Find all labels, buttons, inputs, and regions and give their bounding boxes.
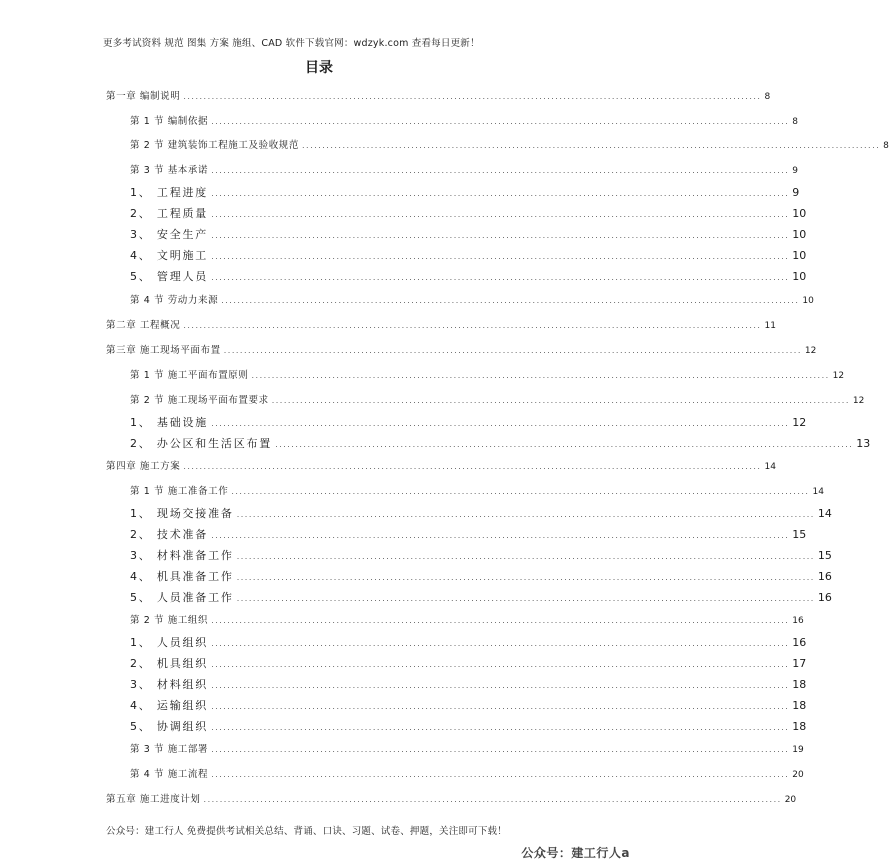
toc-page-number: 8 [792,117,798,127]
toc-page-number: 14 [817,507,832,520]
toc-page-number: 20 [792,770,804,780]
toc-entry-item[interactable] [130,416,807,430]
toc-leader: ............................................................................................................................................... [183,462,762,471]
toc-page-number: 10 [792,249,807,262]
toc-label: 1、 人员组织 [130,636,209,649]
toc-page-number: 12 [792,416,807,429]
toc-label: 4、 运输组织 [130,699,209,712]
toc-page-number: 8 [883,141,889,151]
toc-label: 2、 办公区和生活区布置 [130,437,273,450]
toc-entry-item[interactable] [130,507,832,521]
toc-leader: ............................................................................................................................................... [302,141,881,150]
toc-leader: ............................................................................................................................................... [211,189,790,198]
page-title: 目录 [305,60,333,76]
toc-leader: ............................................................................................................................................... [211,745,790,754]
toc-label: 2、 技术准备 [130,528,209,541]
page-header: 更多考试资料 规范 图集 方案 施组、CAD 软件下载官网：wdzyk.com 查看每日更新！ [103,38,480,49]
toc-leader: ............................................................................................................................................... [183,92,762,101]
toc-label: 第 4 节 劳动力来源 [130,295,219,306]
toc-entry-section[interactable] [130,743,804,757]
toc-entry-section[interactable] [130,139,889,153]
toc-entry-section[interactable] [130,369,845,383]
toc-label: 第 3 节 基本承诺 [130,165,209,176]
toc-label: 5、 人员准备工作 [130,591,234,604]
toc-label: 第 3 节 施工部署 [130,744,209,755]
toc-entry-item[interactable] [130,228,807,242]
toc-entry-item[interactable] [130,207,807,221]
toc-label: 第 2 节 施工组织 [130,615,209,626]
toc-label: 第 1 节 施工平面布置原则 [130,370,249,381]
toc-leader: ............................................................................................................................................... [211,639,790,648]
toc-leader: ............................................................................................................................................... [183,321,762,330]
toc-page-number: 20 [784,795,797,805]
toc-label: 1、 基础设施 [130,416,209,429]
toc-leader: ............................................................................................................................................... [211,681,790,690]
toc-entry-item[interactable] [130,720,807,734]
toc-page-number: 14 [812,487,824,497]
toc-leader: ............................................................................................................................................... [211,117,790,126]
toc-leader: ............................................................................................................................................... [271,396,850,405]
toc-label: 第四章 施工方案 [106,461,181,472]
toc-page-number: 12 [804,346,817,356]
toc-label: 第一章 编制说明 [106,91,181,102]
toc-leader: ............................................................................................................................................... [251,371,830,380]
toc-entry-section[interactable] [130,294,814,308]
toc-leader: ............................................................................................................................................... [236,573,815,582]
toc-entry-chapter[interactable] [106,793,797,807]
toc-entry-item[interactable] [130,549,832,563]
toc-page-number: 16 [817,570,832,583]
toc-leader: ............................................................................................................................................... [211,252,790,261]
toc-page-number: 10 [792,207,807,220]
toc-leader: ............................................................................................................................................... [211,210,790,219]
toc-label: 5、 协调组织 [130,720,209,733]
toc-entry-section[interactable] [130,485,824,499]
toc-page-number: 16 [817,591,832,604]
toc-leader: ............................................................................................................................................... [221,296,800,305]
toc-entry-chapter[interactable] [106,319,776,333]
toc-page-number: 10 [802,296,814,306]
toc-leader: ............................................................................................................................................... [211,616,790,625]
toc-page-number: 16 [792,616,804,626]
toc-leader: ............................................................................................................................................... [211,660,790,669]
toc-entry-item[interactable] [130,591,832,605]
toc-label: 1、 现场交接准备 [130,507,234,520]
toc-page-number: 18 [792,699,807,712]
toc-leader: ............................................................................................................................................... [211,770,790,779]
page-footer: 公众号：建工行人 免费提供考试相关总结、背诵、口诀、习题、试卷、押题，关注即可下载！ [106,826,507,837]
toc-label: 3、 材料准备工作 [130,549,234,562]
toc-leader: ............................................................................................................................................... [203,795,782,804]
toc-entry-section[interactable] [130,768,804,782]
toc-entry-section[interactable] [130,394,865,408]
toc-entry-chapter[interactable] [106,344,817,358]
toc-entry-item[interactable] [130,657,807,671]
toc-leader: ............................................................................................................................................... [211,723,790,732]
toc-label: 3、 安全生产 [130,228,209,241]
toc-page-number: 16 [792,636,807,649]
toc-entry-item[interactable] [130,699,807,713]
toc-leader: ............................................................................................................................................... [236,510,815,519]
toc-page-number: 15 [792,528,807,541]
toc-entry-item[interactable] [130,270,807,284]
toc-entry-chapter[interactable] [106,460,776,474]
toc-page-number: 18 [792,720,807,733]
toc-label: 1、 工程进度 [130,186,209,199]
toc-page-number: 15 [817,549,832,562]
toc-label: 3、 材料组织 [130,678,209,691]
toc-label: 4、 文明施工 [130,249,209,262]
toc-label: 第五章 施工进度计划 [106,794,201,805]
toc-page-number: 17 [792,657,807,670]
toc-label: 第二章 工程概况 [106,320,181,331]
toc-entry-item[interactable] [130,528,807,542]
toc-entry-item[interactable] [130,570,832,584]
toc-leader: ............................................................................................................................................... [211,231,790,240]
toc-page-number: 11 [764,321,776,331]
toc-label: 4、 机具准备工作 [130,570,234,583]
toc-entry-item[interactable] [130,636,807,650]
toc-entry-item[interactable] [130,249,807,263]
toc-page-number: 8 [764,92,771,102]
toc-leader: ............................................................................................................................................... [211,419,790,428]
toc-label: 2、 机具组织 [130,657,209,670]
toc-leader: ............................................................................................................................................... [231,487,810,496]
toc-page-number: 9 [792,166,798,176]
toc-page-number: 10 [792,228,807,241]
toc-page-number: 9 [792,186,800,199]
toc-label: 第 4 节 施工流程 [130,769,209,780]
toc-leader: ............................................................................................................................................... [211,273,790,282]
toc-leader: ............................................................................................................................................... [236,594,815,603]
toc-leader: ............................................................................................................................................... [236,552,815,561]
toc-page-number: 12 [852,396,865,406]
toc-entry-section[interactable] [130,164,798,178]
toc-entry-item[interactable] [130,678,807,692]
toc-label: 第 2 节 建筑装饰工程施工及验收规范 [130,140,300,151]
toc-leader: ............................................................................................................................................... [211,702,790,711]
toc-label: 第 2 节 施工现场平面布置要求 [130,395,269,406]
watermark-text: 公众号：建工行人a [521,846,630,860]
toc-leader: ............................................................................................................................................... [223,346,802,355]
toc-page-number: 12 [832,371,845,381]
toc-label: 第 1 节 编制依据 [130,116,209,127]
toc-entry-chapter[interactable] [106,90,771,104]
toc-page-number: 10 [792,270,807,283]
toc-label: 第三章 施工现场平面布置 [106,345,221,356]
toc-leader: ............................................................................................................................................... [211,166,790,175]
toc-page-number: 14 [764,462,776,472]
toc-leader: ............................................................................................................................................... [275,440,854,449]
toc-page-number: 19 [792,745,804,755]
toc-label: 5、 管理人员 [130,270,209,283]
toc-entry-item[interactable] [130,437,871,451]
toc-entry-section[interactable] [130,614,804,628]
toc-leader: ............................................................................................................................................... [211,531,790,540]
toc-label: 第 1 节 施工准备工作 [130,486,229,497]
toc-label: 2、 工程质量 [130,207,209,220]
toc-entry-item[interactable] [130,186,800,200]
toc-page-number: 13 [856,437,871,450]
toc-entry-section[interactable] [130,115,798,129]
toc-page-number: 18 [792,678,807,691]
